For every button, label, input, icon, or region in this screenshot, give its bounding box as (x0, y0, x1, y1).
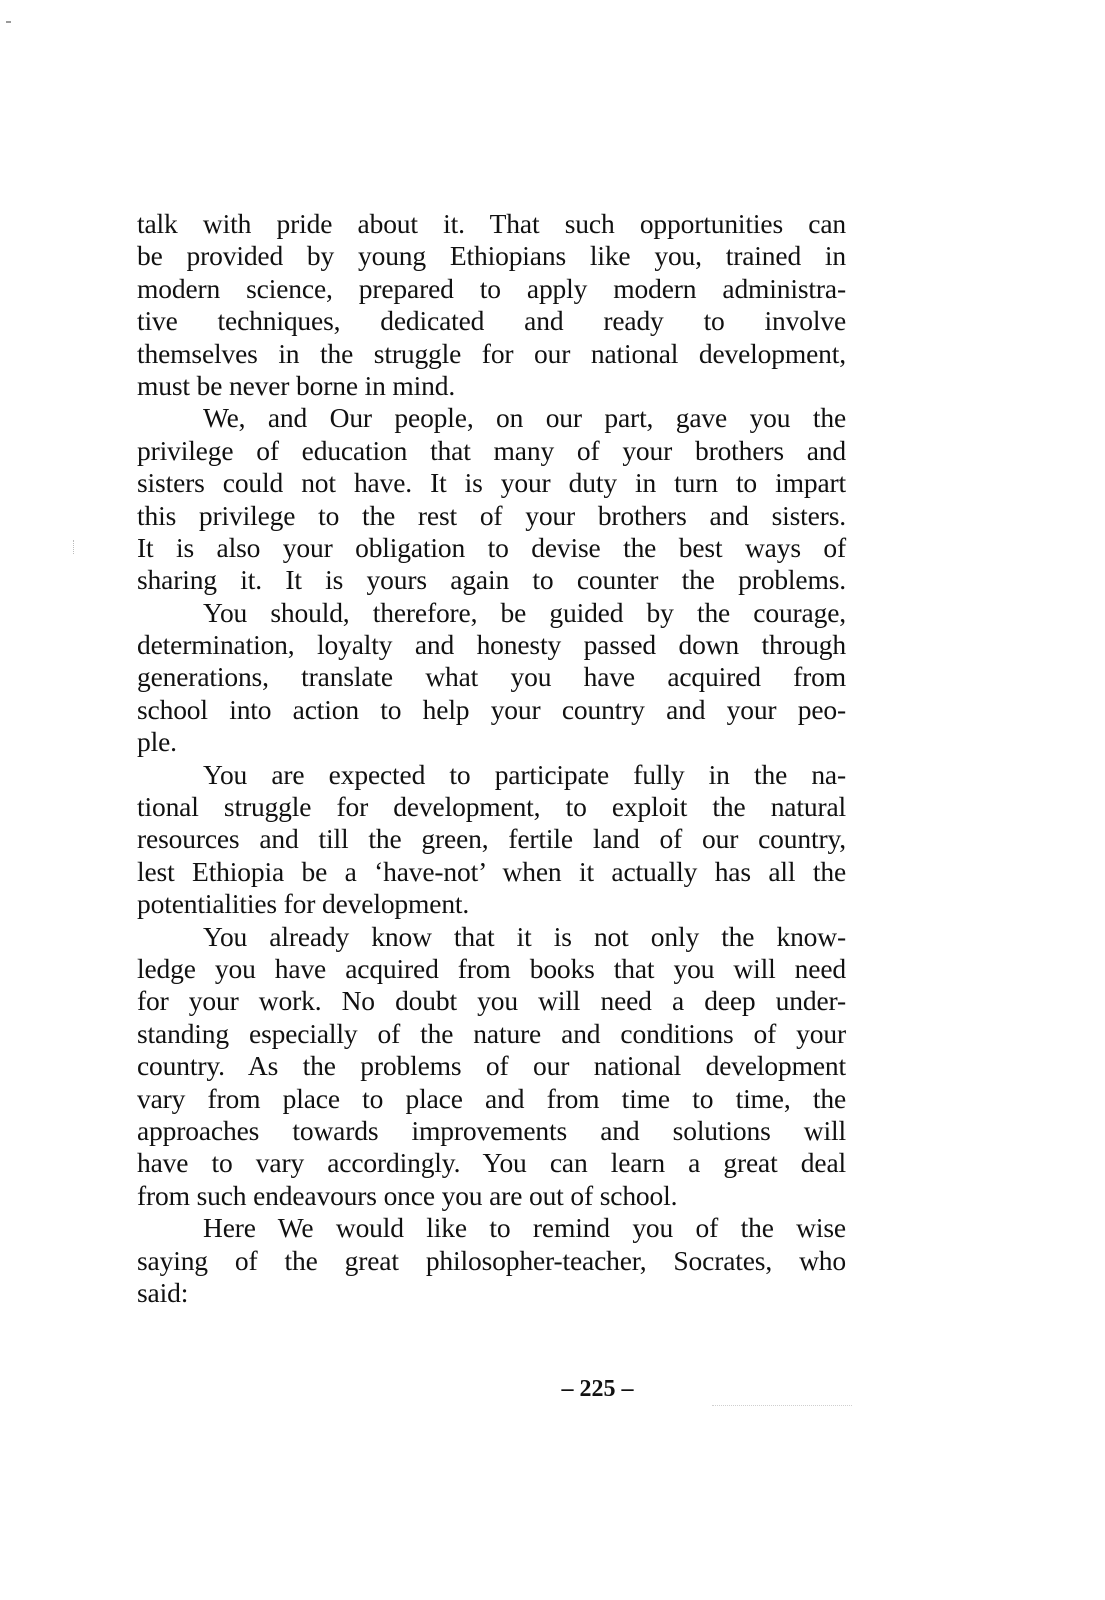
text-line: standing especially of the nature and conditions of your (137, 1017, 846, 1049)
text-line: We, and Our people, on our part, gave you the (203, 402, 846, 434)
text-line: school into action to help your country and your peo- (137, 693, 846, 725)
scan-artifact-mark (6, 21, 11, 23)
text-line: for your work. No doubt you will need a deep under- (137, 985, 846, 1017)
text-line: approaches towards improvements and solutions will (137, 1114, 846, 1146)
page-number: – 225 – (561, 1376, 634, 1402)
text-line: vary from place to place and from time to time, the (137, 1082, 846, 1114)
text-line: It is also your obligation to devise the best ways of (137, 531, 846, 563)
text-line: resources and till the green, fertile land of our country, (137, 823, 846, 855)
text-line: tional struggle for development, to exploit the natural (137, 791, 846, 823)
text-line: determination, loyalty and honesty passed down through (137, 629, 846, 661)
text-line: country. As the problems of our national development (137, 1050, 846, 1082)
page-body-text (137, 208, 846, 1309)
text-line: lest Ethiopia be a ‘have-not’ when it actually has all the (137, 855, 846, 887)
text-line: sharing it. It is yours again to counter the problems. (137, 564, 846, 596)
paragraph-2 (137, 402, 846, 596)
paragraph-3 (137, 597, 846, 759)
text-line: You already know that it is not only the know- (203, 920, 846, 952)
text-line: this privilege to the rest of your brothers and sisters. (137, 499, 846, 531)
text-line: modern science, prepared to apply modern administra- (137, 272, 846, 304)
text-line: generations, translate what you have acquired from (137, 661, 846, 693)
text-line: must be never borne in mind. (137, 369, 456, 401)
text-line: said: (137, 1276, 189, 1308)
text-line: saying of the great philosopher-teacher, Socrates, who (137, 1244, 846, 1276)
text-line: talk with pride about it. That such opportunities can (137, 208, 846, 239)
text-line: sisters could not have. It is your duty in turn to impart (137, 467, 846, 499)
paragraph-1 (137, 208, 846, 402)
text-line: themselves in the struggle for our national development, (137, 337, 846, 369)
text-line: tive techniques, dedicated and ready to involve (137, 305, 846, 337)
text-line: privilege of education that many of your brothers and (137, 434, 846, 466)
text-line: You should, therefore, be guided by the courage, (203, 596, 846, 628)
text-line: potentialities for development. (137, 888, 470, 920)
text-line: Here We would like to remind you of the wise (203, 1212, 846, 1244)
text-line: have to vary accordingly. You can learn a great deal (137, 1147, 846, 1179)
text-line: ledge you have acquired from books that you will need (137, 952, 846, 984)
paragraph-4 (137, 759, 846, 921)
text-line: You are expected to participate fully in the na- (203, 758, 846, 790)
scan-artifact-specks (712, 1405, 852, 1409)
scan-artifact-dots (73, 540, 76, 554)
text-line: be provided by young Ethiopians like you, trained in (137, 240, 846, 272)
text-line: ple. (137, 726, 177, 758)
text-line: from such endeavours once you are out of school. (137, 1179, 678, 1211)
paragraph-5 (137, 921, 846, 1213)
paragraph-6 (137, 1212, 846, 1309)
